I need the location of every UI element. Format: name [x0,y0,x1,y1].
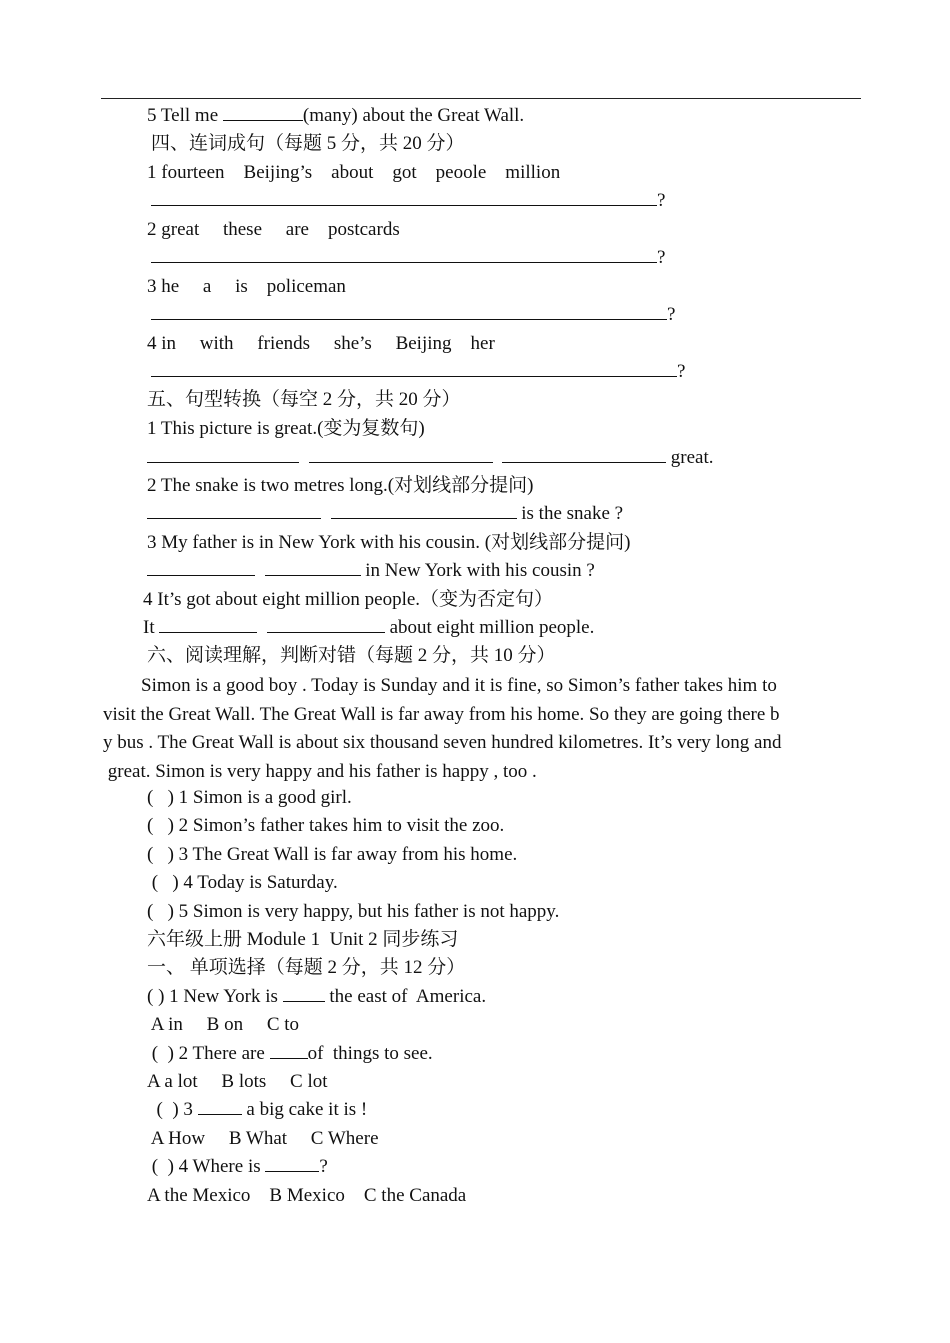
mc-question[interactable]: ( ) 2 There are of things to see. [147,1043,433,1064]
mc-question[interactable]: ( ) 3 a big cake it is ! [147,1099,368,1120]
true-false-item[interactable]: ( ) 2 Simon’s father takes him to visit the zoo. [147,815,505,836]
section-heading: 六、阅读理解，判断对错（每题 2 分，共 10 分） [147,645,556,666]
mc-question[interactable]: ( ) 4 Where is ? [147,1156,328,1177]
mc-options: A in B on C to [147,1014,300,1035]
mc-options: A the Mexico B Mexico C the Canada [147,1185,467,1206]
word-list: 2 great these are postcards [147,219,400,240]
question-line: 1 This picture is great.(变为复数句) [147,418,425,439]
answer-line[interactable]: ? [151,246,665,270]
true-false-item[interactable]: ( ) 4 Today is Saturday. [147,872,338,893]
question-line: 4 It’s got about eight million people.（变为否定句） [143,589,554,610]
question-line: 5 Tell me (many) about the Great Wall. [147,105,525,126]
section-heading: 四、连词成句（每题 5 分，共 20 分） [151,133,465,154]
answer-blank[interactable] [223,104,303,121]
section-heading: 一、 单项选择（每题 2 分，共 12 分） [147,957,466,978]
word-list: 1 fourteen Beijing’s about got peoole million [147,162,561,183]
answer-line[interactable]: It about eight million people. [143,617,595,638]
mc-options: A a lot B lots C lot [147,1071,328,1092]
answer-line[interactable]: ? [151,360,685,384]
answer-line[interactable]: is the snake ? [147,502,623,526]
word-list: 4 in with friends she’s Beijing her [147,333,495,354]
answer-line[interactable]: in New York with his cousin ? [147,559,595,583]
mc-options: A How B What C Where [147,1128,379,1149]
true-false-item[interactable]: ( ) 5 Simon is very happy, but his father is not happy. [147,901,560,922]
mc-question[interactable]: ( ) 1 New York is the east of America. [147,986,487,1007]
question-line: 3 My father is in New York with his cousin. (对划线部分提问) [147,532,631,553]
answer-line[interactable]: ? [151,189,665,213]
section-heading: 五、句型转换（每空 2 分，共 20 分） [147,389,461,410]
true-false-item[interactable]: ( ) 1 Simon is a good girl. [147,787,352,808]
header-rule [101,98,861,99]
word-list: 3 he a is policeman [147,276,346,297]
question-line: 2 The snake is two metres long.(对划线部分提问) [147,475,534,496]
unit-title: 六年级上册 Module 1 Unit 2 同步练习 [147,929,459,950]
answer-line[interactable]: great. [147,446,713,470]
true-false-item[interactable]: ( ) 3 The Great Wall is far away from his home. [147,844,518,865]
reading-passage: Simon is a good boy . Today is Sunday and it is fine, so Simon’s father takes him to visit the Great Wall. The Great Wall is far away from his home. So they are going there b y bus . The Great Wall is about six thousand seven hundred kilometres. It’s very long and great. Simon is very happy and his father is happy , too . [103,675,782,782]
answer-line[interactable]: ? [151,303,675,327]
